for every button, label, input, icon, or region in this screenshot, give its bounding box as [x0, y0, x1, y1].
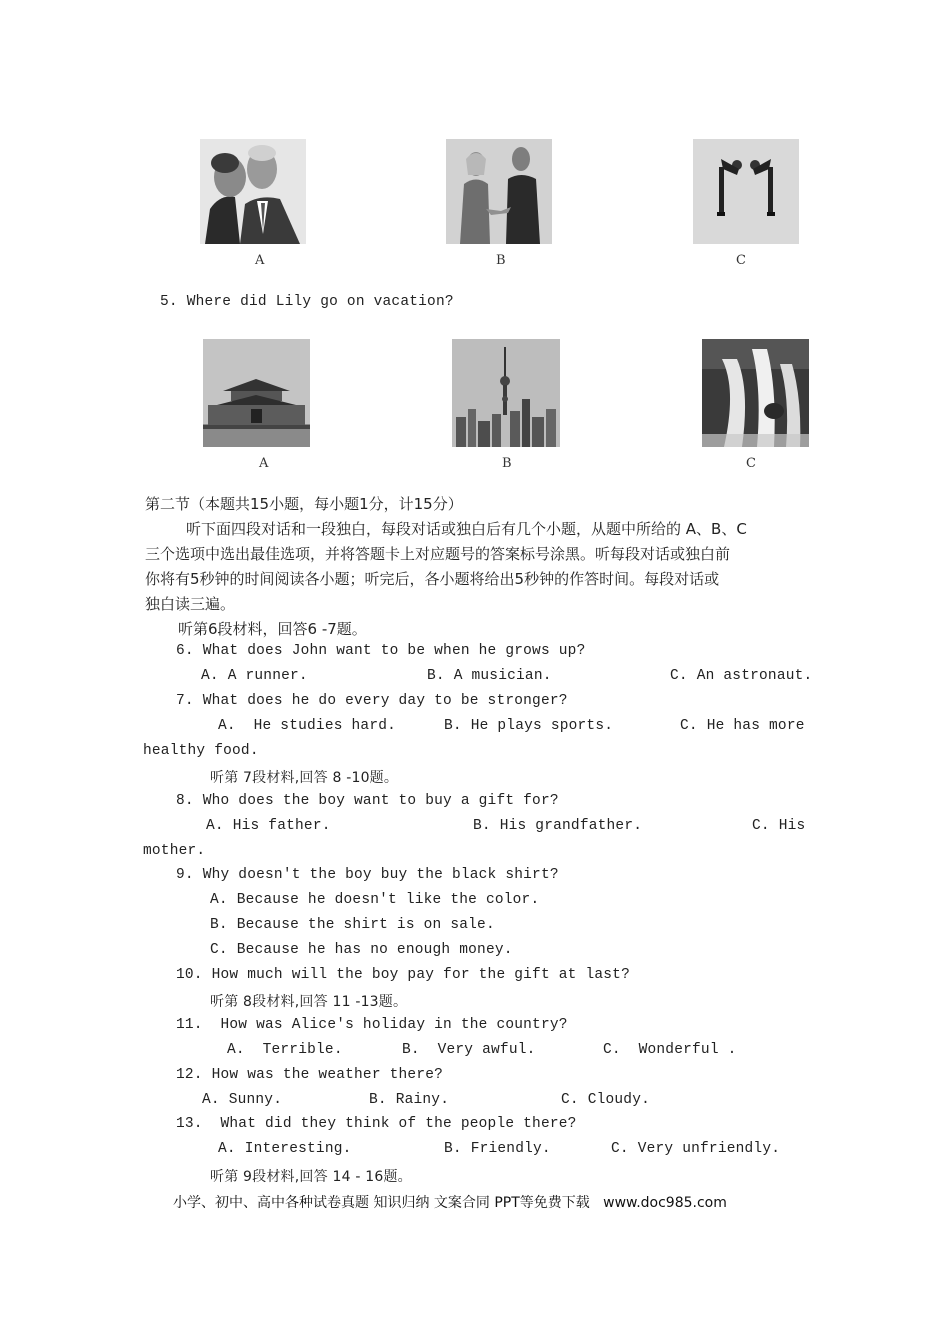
q9-question: 9. Why doesn't the boy buy the black shirt?: [176, 867, 559, 883]
q11-option-b: B. Very awful.: [402, 1042, 536, 1058]
q5-option-c-label: C: [746, 456, 756, 471]
material-7-heading: 听第 7段材料,回答 8 -10题。: [210, 770, 399, 786]
q12-option-a: A. Sunny.: [202, 1092, 283, 1108]
q13-question: 13. What did they think of the people there?: [176, 1116, 577, 1132]
q6-option-b: B. A musician.: [427, 668, 552, 684]
people-bowing-image: [693, 139, 799, 244]
q7-question: 7. What does he do every day to be stronger?: [176, 693, 568, 709]
q6-question: 6. What does John want to be when he grows up?: [176, 643, 586, 659]
q8-option-c: C. His: [752, 818, 806, 834]
q8-question: 8. Who does the boy want to buy a gift for?: [176, 793, 559, 809]
q7-option-c: C. He has more: [680, 718, 805, 734]
material-6-heading: 听第6段材料，回答6 -7题。: [178, 620, 367, 638]
q12-question: 12. How was the weather there?: [176, 1067, 444, 1083]
q4-option-a-label: A: [255, 253, 265, 268]
material-8-heading: 听第 8段材料,回答 11 -13题。: [210, 994, 408, 1010]
section2-instruction-line2: 三个选项中选出最佳选项，并将答题卡上对应题号的答案标号涂黑。听每段对话或独白前: [145, 545, 731, 563]
q7-option-a: A. He studies hard.: [218, 718, 397, 734]
q10-question: 10. How much will the boy pay for the gift at last?: [176, 967, 630, 983]
material-9-heading: 听第 9段材料,回答 14 - 16题。: [210, 1169, 412, 1185]
people-shaking-hands-image: [446, 139, 552, 244]
q4-option-c-label: C: [736, 253, 746, 268]
q13-option-a: A. Interesting.: [218, 1141, 352, 1157]
section2-heading: 第二节（本题共15小题，每小题1分，计15分）: [145, 495, 463, 513]
q6-option-a: A. A runner.: [201, 668, 308, 684]
q4-option-b-label: B: [496, 253, 506, 268]
q7-option-b: B. He plays sports.: [444, 718, 614, 734]
q13-option-b: B. Friendly.: [444, 1141, 551, 1157]
q11-option-a: A. Terrible.: [227, 1042, 343, 1058]
waterfall-image: [702, 339, 809, 447]
q5-option-a-label: A: [259, 456, 269, 471]
footer-download-note: 小学、初中、高中各种试卷真题 知识归纳 文案合同 PPT等免费下载 www.doc985.com: [173, 1195, 727, 1211]
people-kissing-cheek-image: [200, 139, 306, 244]
section2-instruction-line4: 独白读三遍。: [145, 595, 236, 613]
q9-option-b: B. Because the shirt is on sale.: [210, 917, 495, 933]
section2-instruction-line1: 听下面四段对话和一段独白，每段对话或独白后有几个小题，从题中所给的 A、B、C: [186, 520, 747, 538]
q8-option-a: A. His father.: [206, 818, 331, 834]
q8-option-b: B. His grandfather.: [473, 818, 643, 834]
q11-option-c: C. Wonderful .: [603, 1042, 737, 1058]
q5-question: 5. Where did Lily go on vacation?: [160, 294, 454, 310]
q12-option-c: C. Cloudy.: [561, 1092, 651, 1108]
q12-option-b: B. Rainy.: [369, 1092, 450, 1108]
q11-question: 11. How was Alice's holiday in the country?: [176, 1017, 568, 1033]
section2-instruction-line3: 你将有5秒钟的时间阅读各小题；听完后，各小题将给出5秒钟的作答时间。每段对话或: [145, 570, 720, 588]
q9-option-a: A. Because he doesn't like the color.: [210, 892, 540, 908]
city-skyline-tower-image: [452, 339, 560, 447]
q7-option-c-continued: healthy food.: [143, 743, 259, 759]
q9-option-c: C. Because he has no enough money.: [210, 942, 513, 958]
q5-option-b-label: B: [502, 456, 512, 471]
q13-option-c: C. Very unfriendly.: [611, 1141, 781, 1157]
q8-option-c-continued: mother.: [143, 843, 206, 859]
tiananmen-gate-image: [203, 339, 310, 447]
q6-option-c: C. An astronaut.: [670, 668, 813, 684]
